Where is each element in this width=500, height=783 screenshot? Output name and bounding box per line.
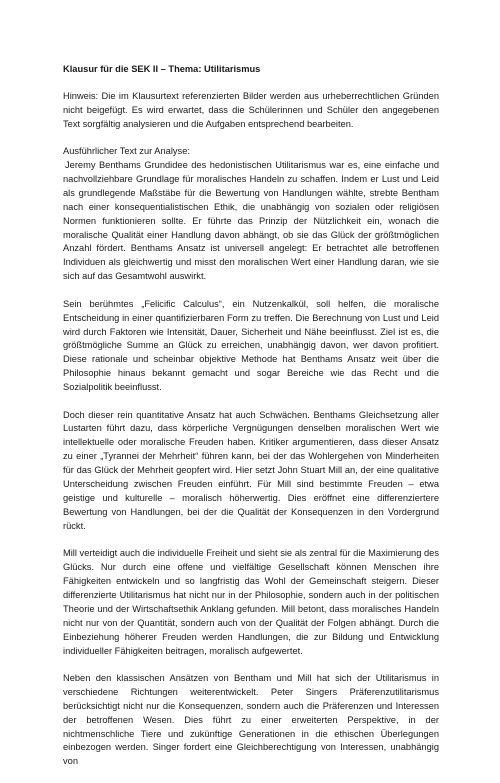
analysis-paragraph-3: Doch dieser rein quantitative Ansatz hat auch Schwächen. Benthams Gleichsetzung aller Lustarten führt dazu, dass körperliche Vergnügungen denselben moralischen Wert wie intellektuelle oder moralische Freuden haben. Kritiker argumentieren, dass dieser Ansatz zu einer „Tyrannei der Mehrheit“ führen kann, bei der das Wohlergehen von Minderheiten für das Glück der Mehrheit geopfert wird. Hier setzt John Stuart Mill an, der eine qualitative Unterscheidung zwischen Freuden einführt. Für Mill sind bestimmte Freuden – etwa geistige und kulturelle – moralisch höherwertig. Dies eröffnet eine differenziertere Bewertung von Handlungen, bei der die Qualität der Konsequenzen in den Vordergrund rückt. bbox=[63, 409, 439, 531]
document-title: Klausur für die SEK II – Thema: Utilitarismus bbox=[63, 64, 261, 74]
hint-paragraph: Hinweis: Die im Klausurtext referenzierten Bilder werden aus urheberrechtlichen Gründen nicht beigefügt. Es wird erwartet, dass die Schülerinnen und Schüler den angegebenen Text sorgfältig analysieren und die Aufgaben entsprechend bearbeiten. bbox=[63, 90, 439, 129]
analysis-paragraph-1: Jeremy Benthams Grundidee des hedonistischen Utilitarismus war es, eine einfache und nachvollziehbare Grundlage für moralisches Handeln zu schaffen. Indem er Lust und Leid als grundlegende Maßstäbe für die Bewertung von Handlungen wählte, strebte Bentham nach einer konsequentialistischen Ethik, die unabhängig von sozialen oder religiösen Normen funktionieren sollte. Er führte das Prinzip der Nützlichkeit ein, wonach die moralische Qualität einer Handlung davon abhängt, ob sie das Glück der größtmöglichen Anzahl fördert. Benthams Ansatz ist universell angelegt: Er betrachtet alle betroffenen Individuen als gleichwertig und misst den moralischen Wert einer Handlung daran, wie sie sich auf das Gesamtwohl auswirkt. bbox=[63, 160, 439, 282]
analysis-paragraph-5: Neben den klassischen Ansätzen von Bentham und Mill hat sich der Utilitarismus in verschiedene Richtungen weiterentwickelt. Peter Singers Präferenzutilitarismus berücksichtigt nicht nur die Konsequenzen, sondern auch die Präferenzen und Interessen der betroffenen Wesen. Dies führt zu einer erweiterten Perspektive, in der nichtmenschliche Tiere und zukünftige Generationen in die ethischen Überlegungen einbezogen werden. Singer fordert eine Gleichberechtigung von Interessen, unabhängig von bbox=[63, 672, 439, 767]
analysis-label: Ausführlicher Text zur Analyse: bbox=[63, 146, 190, 157]
exam-page bbox=[63, 63, 439, 783]
analysis-paragraph-2: Sein berühmtes „Felicific Calculus“, ein Nutzenkalkül, soll helfen, die moralische Entscheidung in einer quantifizierbaren Form zu treffen. Die Berechnung von Lust und Leid wird durch Faktoren wie Intensität, Dauer, Sicherheit und Nähe beeinflusst. Ziel ist es, die größtmögliche Summe an Glück zu erreichen, unabhängig davon, wer davon profitiert. Diese rationale und scheinbar objektive Methode hat Benthams Ansatz weit über die Philosophie hinaus bekannt gemacht und sogar Bereiche wie das Recht und die Sozialpolitik beeinflusst. bbox=[63, 298, 439, 393]
analysis-paragraph-4: Mill verteidigt auch die individuelle Freiheit und sieht sie als zentral für die Maximierung des Glücks. Nur durch eine offene und vielfältige Gesellschaft können Menschen ihre Fähigkeiten entwickeln und so langfristig das Wohl der Gemeinschaft steigern. Dieser differenzierte Utilitarismus hat nicht nur in der Philosophie, sondern auch in der politischen Theorie und der Wirtschaftsethik Anklang gefunden. Mill betont, dass moralisches Handeln nicht nur von der Quantität, sondern auch von der Qualität der Folgen abhängt. Durch die Einbeziehung höherer Freuden werden Handlungen, die zur Bildung und Entwicklung individueller Fähigkeiten beitragen, moralisch aufgewertet. bbox=[63, 548, 439, 656]
